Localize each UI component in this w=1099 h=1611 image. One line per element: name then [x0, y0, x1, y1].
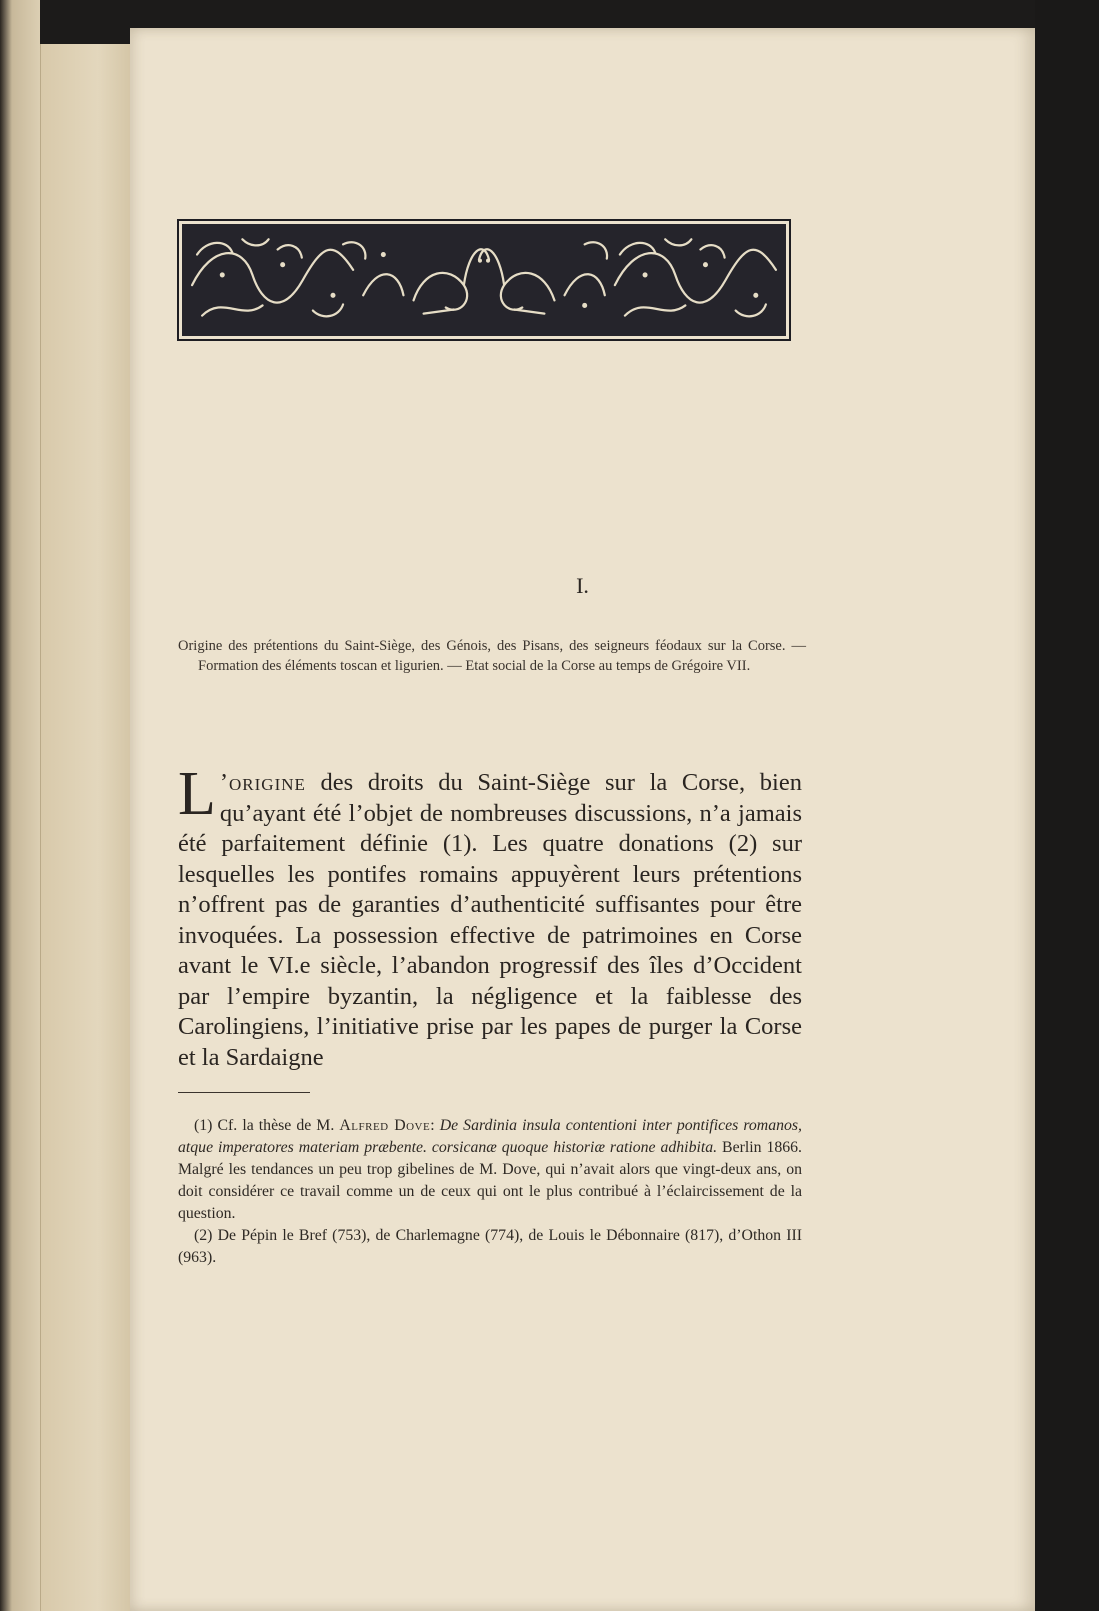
ornament-swans-icon: [182, 224, 786, 336]
footnote-1: [178, 1115, 802, 1225]
footnote-1-colon: :: [430, 1117, 440, 1134]
footnote-1-author: Alfred Dove: [339, 1117, 431, 1134]
book-page: [130, 28, 1035, 1611]
footnote-1-title: De Sardinia insula contentioni inter pontifices romanos, atque imperatores materiam præbente. corsicanæ quoque historiæ ratione adhibita.: [178, 1117, 802, 1156]
drop-cap: L: [178, 760, 216, 828]
decorative-headpiece: [177, 219, 791, 341]
footnote-divider: [178, 1092, 310, 1093]
main-paragraph: [178, 760, 802, 1073]
footnote-2: (2) De Pépin le Bref (753), de Charlemagne (774), de Louis le Débonnaire (817), d’Othon III (963).: [178, 1227, 802, 1266]
paragraph-text: des droits du Saint-Siège sur la Corse, bien qu’ayant été l’objet de nombreuses discussions, n’a jamais été parfaitement définie (1). Les quatre donations (2) sur lesquelles les pontifes romains appuyèrent leurs prétentions n’offrent pas de garanties d’authenticité suffisantes pour être invoquées. La possession effective de patrimoines en Corse avant le VI.e siècle, l’abandon progressif des îles d’Occident par l’empire byzantin, la négligence et la faiblesse des Carolingiens, l’initiative prise par les papes de purger la Corse et la Sardaigne: [178, 769, 802, 1071]
background-right: [1035, 0, 1099, 1611]
lead-word: ’origine: [219, 769, 306, 796]
book-spine-edge: [0, 0, 40, 1611]
summary-text: Origine des prétentions du Saint-Siège, des Génois, des Pisans, des seigneurs féodaux sur la Corse. — Formation des éléments toscan et ligurien. — Etat social de la Corse au temps de Grégoire VII.: [178, 638, 806, 674]
footnote-1-rest: Berlin 1866. Malgré les tendances un peu trop gibelines de M. Dove, qui n’avait alors que vingt-deux ans, on doit considérer ce travail comme un de ceux qui ont le plus contribué à l’éclaircissement de la question.: [178, 1139, 802, 1222]
previous-page-edge: [40, 44, 136, 1611]
chapter-summary: [178, 636, 806, 676]
footnote-1-prefix: (1) Cf. la thèse de M.: [194, 1117, 340, 1134]
footnotes: [178, 1115, 802, 1269]
chapter-number: I.: [576, 573, 589, 598]
